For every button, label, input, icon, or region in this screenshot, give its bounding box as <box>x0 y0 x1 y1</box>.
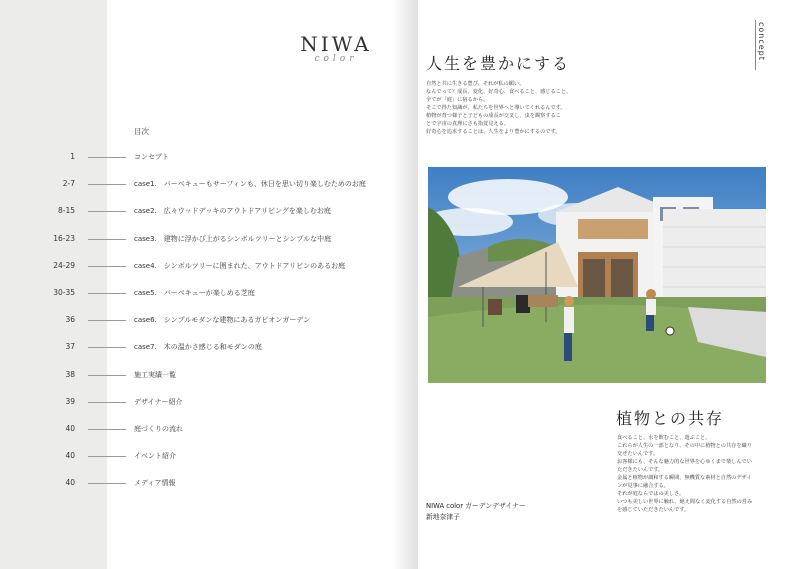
toc-row[interactable] <box>0 478 400 490</box>
body-text-line: 金属と植物が調和する瞬間、無機質な素材と自然のデザイ <box>617 475 752 481</box>
body-text-line: それが庭ならではの美しさ。 <box>617 491 685 497</box>
toc-page-number: 16-23 <box>53 233 75 243</box>
toc-leader-line <box>88 293 126 294</box>
section1-title: 人生を豊かにする <box>426 54 571 73</box>
body-text-line: 植物が育つ様子と子どもの成長が交叉し、虫を観察するこ <box>426 113 561 119</box>
toc-page-number: 36 <box>65 315 75 325</box>
niwa-color-logo <box>296 32 376 64</box>
toc-leader-line <box>88 347 126 348</box>
toc-leader-line <box>88 402 126 403</box>
toc-page-number: 2-7 <box>62 179 75 189</box>
toc-leader-line <box>88 184 126 185</box>
body-text-line: ただきたいんです。 <box>617 467 664 473</box>
toc-row[interactable] <box>0 206 400 218</box>
toc-page-number: 1 <box>70 152 75 161</box>
toc-entry-title: case4. シンボルツリーに囲まれた、アウトドアリビンのあるお庭 <box>134 261 346 270</box>
toc-leader-line <box>88 375 126 376</box>
toc-row[interactable] <box>0 451 400 463</box>
toc-entry-title: コンセプト <box>134 153 169 161</box>
toc-leader-line <box>88 456 126 457</box>
body-text-line: とで宇宙の真理にさも指覚見える。 <box>426 121 510 127</box>
section2-body <box>617 434 752 514</box>
toc-leader-line <box>88 211 126 212</box>
toc-page-number: 38 <box>65 369 75 379</box>
toc-page-number: 30-35 <box>53 288 75 297</box>
toc-row[interactable] <box>0 261 400 273</box>
body-text-line: を感じていただきたいんです。 <box>617 507 690 513</box>
garden-photo-illustration <box>428 167 766 383</box>
toc-leader-line <box>88 320 126 321</box>
designer-credit <box>426 501 526 523</box>
toc-row[interactable] <box>0 424 400 436</box>
toc-entry-title: case3. 建物に浮かび上がるシンボルツリーとシンプルな中庭 <box>134 234 332 243</box>
toc-page-number: 8-15 <box>57 206 75 216</box>
toc-leader-line <box>88 483 126 484</box>
toc-row[interactable] <box>0 234 400 246</box>
toc-page-number: 40 <box>65 451 75 461</box>
toc-row[interactable] <box>0 179 400 191</box>
toc-page-number: 39 <box>65 396 75 406</box>
toc-row[interactable] <box>0 370 400 382</box>
toc-entry-title: case7. 木の温かさ感じる和モダンの庭 <box>134 343 262 352</box>
logo-main-text: NIWA <box>300 32 372 56</box>
toc-row[interactable] <box>0 152 400 164</box>
toc-entry-title: case2. 広々ウッドデッキのアウトドアリビングを楽しむお庭 <box>134 207 331 216</box>
toc-entry-title: メディア情報 <box>134 479 176 488</box>
toc-leader-line <box>88 157 126 158</box>
toc-row[interactable] <box>0 288 400 300</box>
toc-page-number: 24-29 <box>53 260 75 270</box>
body-text-line: お客様にも、そんな魅力的な世界を心ゆくまで楽しんでい <box>617 459 752 465</box>
toc-row[interactable] <box>0 397 400 409</box>
toc-entry-title: イベント紹介 <box>134 452 176 461</box>
toc-page-number: 40 <box>65 478 75 488</box>
body-text-line: 全てが「庭」に宿るから。 <box>426 97 489 103</box>
section1-body <box>426 80 571 136</box>
body-text-line: ンが見事に融合する。 <box>617 483 669 489</box>
toc-leader-line <box>88 429 126 430</box>
body-text-line: 好奇心を追求することは、人生をより豊かにするのです。 <box>426 129 561 135</box>
designer-name: 新地奈津子 <box>426 513 460 521</box>
garden-photo <box>428 167 766 383</box>
designer-role: NIWA color ガーデンデザイナー <box>426 502 526 510</box>
toc-entry-title: case5. バーベキューが楽しめる芝庭 <box>134 289 255 297</box>
toc-entry-title: 施工実績一覧 <box>134 370 176 379</box>
toc-entry-title: 庭づくりの流れ <box>134 425 183 433</box>
toc-leader-line <box>88 266 126 267</box>
concept-side-tab <box>755 20 770 70</box>
concept-tab-label: concept <box>757 22 766 61</box>
toc-heading: 目次 <box>134 127 149 136</box>
body-text-line: 食べること、水を飲むこと、遊ぶこと。 <box>617 435 711 441</box>
toc-row[interactable] <box>0 315 400 327</box>
body-text-line: これらが人生の一部となり、その中に植物との共存を織り <box>617 443 752 449</box>
body-text-line: そこで得た知識が、私たちを世界へと導いてくれるんです。 <box>426 105 566 111</box>
toc-page-number: 37 <box>65 342 75 352</box>
toc-entry-title: デザイナー紹介 <box>134 397 183 406</box>
toc-row[interactable] <box>0 342 400 354</box>
section2-title: 植物との共存 <box>616 409 725 428</box>
body-text-line: いつも美しい世界に触れ、絶え間なく変化する自然の営み <box>617 499 753 505</box>
body-text-line: 交ぜたいんです。 <box>617 451 659 457</box>
toc-page-number: 40 <box>65 424 75 433</box>
logo-sub-text: color <box>314 54 358 64</box>
body-text-line: なんでって？成長、変化、好奇心、食べること、感じること、 <box>426 89 572 95</box>
body-text-line: 自然と共に生きる豊び、それが私の願い。 <box>426 81 525 87</box>
toc-leader-line <box>88 239 126 240</box>
toc-entry-title: case6. シンプルモダンな建物にあるガビオンガーデン <box>134 316 311 325</box>
toc-entry-title: case1. バーベキューもサーフィンも、休日を思い切り楽しむためのお庭 <box>134 180 366 189</box>
